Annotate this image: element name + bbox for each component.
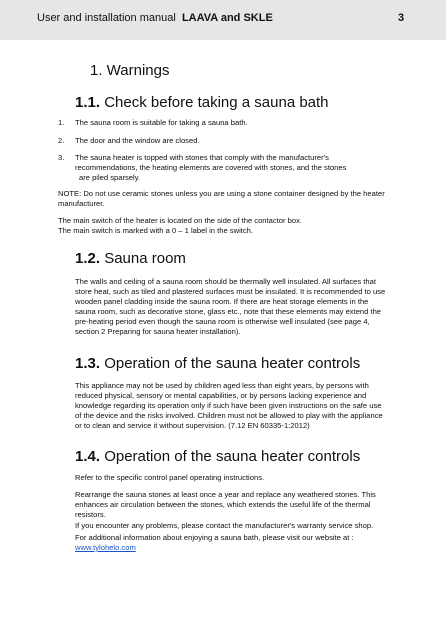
paragraph-line: pre-heating period even though the sauna room is otherwise well insulated (see page 4, — [75, 317, 370, 326]
page-number: 3 — [398, 12, 405, 24]
section-1-4-number: 1.4. — [75, 448, 101, 465]
list-item-text: The sauna room is suitable for taking a sauna bath. — [75, 118, 248, 127]
section-1-1-title: Check before taking a sauna bath — [104, 94, 329, 111]
paragraph-line: enhances air circulation between the stones, which extends the useful life of the thermal — [75, 500, 371, 509]
paragraph-line: wooden panel cladding inside the sauna room. If there are heat storage elements in the — [75, 297, 369, 306]
list-item-text: recommendations, the heating elements are covered with stones, and the stones — [75, 163, 347, 172]
paragraph-line: This appliance may not be used by children aged less than eight years, by persons with — [75, 381, 369, 390]
paragraph-line: knowledge regarding its operation only if such have been given instructions on the safe use — [75, 401, 382, 410]
section-1-4-title: Operation of the sauna heater controls — [104, 448, 361, 465]
list-item-number: 3. — [58, 153, 65, 162]
section-1-4-heading — [75, 448, 360, 465]
header-title-product: LAAVA and SKLE — [181, 12, 273, 24]
section-1-3-number: 1.3. — [75, 355, 101, 372]
paragraph-line: The walls and ceiling of a sauna room should be thermally well insulated. All surfaces that — [75, 277, 376, 286]
paragraph-line: sauna room, such as decorative stone, glass etc., note that these elements may extend the — [75, 307, 382, 316]
switch-line: The main switch is marked with a 0 – 1 label in the switch. — [58, 226, 253, 235]
section-1-1-number: 1.1. — [75, 94, 101, 111]
paragraph-line: or to clean and service it without supervision. (7.12 EN 60335-1:2012) — [75, 421, 310, 430]
section-1-2-number: 1.2. — [75, 250, 101, 267]
note-line: NOTE: Do not use ceramic stones unless you are using a stone container designed by the heater — [58, 189, 385, 198]
list-item-number: 1. — [58, 118, 65, 127]
paragraph-line: of the device and the risks involved. Children must not be allowed to play with the appliance — [75, 411, 383, 420]
list-item-text: The door and the window are closed. — [75, 136, 200, 145]
section-1-3-heading — [75, 355, 360, 372]
paragraph-line: reduced physical, sensory or mental capabilities, or by persons lacking experience and — [75, 391, 367, 400]
switch-line: The main switch of the heater is located on the side of the contactor box. — [58, 216, 302, 225]
list-item-text: are piled sparsely. — [79, 173, 141, 182]
website-link[interactable]: www.tylohelo.com — [75, 543, 136, 552]
section-1-3-title: Operation of the sauna heater controls — [104, 355, 361, 372]
header-title — [37, 12, 273, 24]
paragraph-line: For additional information about enjoying a sauna bath, please visit our website at : — [75, 533, 354, 542]
paragraph-line: Rearrange the sauna stones at least once a year and replace any weathered stones. This — [75, 490, 376, 499]
section-1-1-heading — [75, 94, 329, 111]
paragraph-line: section 2 Preparing for sauna heater installation). — [75, 327, 241, 336]
paragraph-line: store heat, such as tiled and plastered surfaces must be insulated. It is recommended to use — [75, 287, 386, 296]
header-title-prefix: User and installation manual — [37, 12, 176, 24]
section-1-2-heading — [75, 250, 186, 267]
list-item-number: 2. — [58, 136, 65, 145]
section-1-2-title: Sauna room — [104, 250, 186, 267]
paragraph-line: If you encounter any problems, please contact the manufacturer's warranty service shop. — [75, 521, 374, 530]
section-1-title: 1. Warnings — [90, 62, 170, 79]
list-item-text: The sauna heater is topped with stones that comply with the manufacturer's — [75, 153, 329, 162]
note-line: manufacturer. — [58, 199, 105, 208]
paragraph-line: resistors. — [75, 510, 106, 519]
page-header — [0, 0, 446, 40]
paragraph-line: Refer to the specific control panel operating instructions. — [75, 473, 265, 482]
